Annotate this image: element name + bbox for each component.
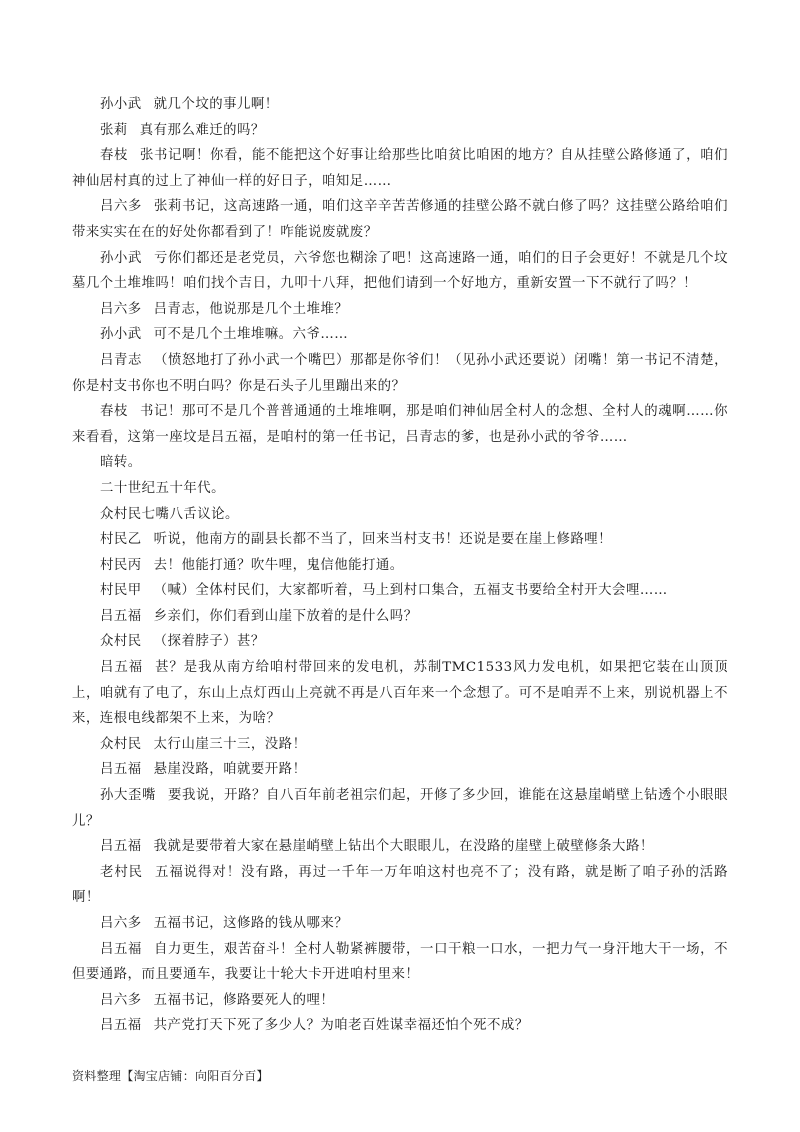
dialogue-text: 张莉书记，这高速路一通，咱们这辛辛苦苦修通的挂壁公路不就白修了吗？这挂壁公路给咱们带来实实在在的好处你都看到了！咋能说废就废？ (72, 199, 729, 240)
script-line (72, 757, 728, 783)
dialogue-text: 亏你们都还是老党员，六爷您也糊涂了吧！这高速路一通，咱们的日子会更好！不就是几个坟墓几个土堆堆吗！咱们找个吉日，九叩十八拜，把他们请到一个好地方，重新安置一下不就行了吗？！ (72, 250, 729, 292)
dialogue-text: 书记！那可不是几个普普通通的土堆堆啊，那是咱们神仙居全村人的念想、全村人的魂啊……你来看看，这第一座坟是吕五福，是咱村的第一任书记，吕青志的爹，也是孙小武的爷爷…… (72, 404, 729, 445)
speaker-name: 吕五福 (100, 941, 143, 957)
dialogue-text: 去！他能打通？吹牛哩，鬼信他能打通。 (153, 557, 404, 573)
script-line (72, 578, 728, 604)
script-line (72, 911, 728, 937)
script-line (72, 322, 728, 348)
speaker-name: 春枝 (100, 148, 129, 164)
dialogue-text: 可不是几个土堆堆嘛。六爷…… (153, 327, 349, 343)
speaker-name: 孙小武 (100, 327, 142, 343)
dialogue-text: 听说，他南方的副县长都不当了，回来当村支书！还说是要在崖上修路哩！ (153, 532, 613, 548)
dialogue-text: 悬崖没路，咱就要开路！ (153, 762, 307, 778)
speaker-name: 春枝 (100, 404, 129, 420)
dialogue-text: 五福书记，修路要死人的哩！ (153, 992, 335, 1008)
script-line (72, 399, 728, 450)
script-line (72, 732, 728, 758)
dialogue-text: 我就是要带着大家在悬崖峭壁上钻出个大眼眼儿，在没路的崖壁上破壁修条大路！ (153, 839, 654, 855)
speaker-name: 张莉 (100, 122, 128, 138)
dialogue-text: 太行山崖三十三，没路！ (153, 736, 307, 752)
speaker-name: 吕青志 (100, 352, 143, 368)
script-line (72, 194, 728, 245)
speaker-name: 孙小武 (100, 250, 143, 266)
speaker-name: 吕五福 (100, 1018, 142, 1034)
script-line (72, 476, 728, 502)
script-line (72, 553, 728, 579)
script-line (72, 502, 728, 528)
dialogue-text: 共产党打天下死了多少人？为咱老百姓谋幸福还怕个死不成？ (153, 1018, 529, 1034)
script-body (72, 92, 728, 1039)
speaker-name: 吕五福 (100, 762, 142, 778)
dialogue-text: （探着脖子）甚？ (153, 634, 265, 650)
dialogue-text: 甚？是我从南方给咱村带回来的发电机，苏制TMC1533风力发电机，如果把它装在山顶顶上，咱就有了电了，东山上点灯西山上亮就不再是八百年来一个念想了。可不是咱弄不上来，别说机器上不来，连根电线都架不上来，为啥？ (72, 660, 729, 727)
dialogue-text: 五福书记，这修路的钱从哪来？ (153, 916, 349, 931)
speaker-name: 吕六多 (100, 199, 143, 215)
speaker-name: 村民甲 (100, 583, 142, 599)
script-line (72, 655, 728, 732)
script-line (72, 246, 728, 297)
script-line (72, 92, 728, 118)
dialogue-text: 真有那么难迁的吗？ (139, 122, 265, 138)
script-line (72, 118, 728, 144)
dialogue-text: 暗转。 (100, 455, 142, 471)
dialogue-text: 自力更生，艰苦奋斗！全村人勒紧裤腰带，一口干粮一口水，一把力气一身汗地大干一场，不但要通路，而且要通车，我要让十轮大卡开进咱村里来！ (72, 941, 729, 983)
dialogue-text: 众村民七嘴八舌议论。 (100, 506, 239, 522)
speaker-name: 孙小武 (100, 97, 142, 112)
dialogue-text: 就几个坟的事儿啊！ (153, 97, 279, 112)
dialogue-text: （喊）全体村民们，大家都听着，马上到村口集合，五福支书要给全村开大会哩…… (153, 583, 668, 599)
dialogue-text: 要我说，开路？自八百年前老祖宗们起，开修了多少回，谁能在这悬崖峭壁上钻透个小眼眼儿？ (72, 788, 729, 829)
script-line (72, 937, 728, 988)
speaker-name: 吕五福 (100, 839, 142, 855)
script-line (72, 988, 728, 1014)
dialogue-text: 乡亲们，你们看到山崖下放着的是什么吗？ (153, 608, 418, 624)
speaker-name: 吕五福 (100, 608, 142, 624)
script-line (72, 860, 728, 911)
script-line (72, 1013, 728, 1039)
speaker-name: 吕六多 (100, 916, 142, 931)
speaker-name: 村民丙 (100, 557, 142, 573)
dialogue-text: 五福说得对！没有路，再过一千年一万年咱这村也亮不了；没有路，就是断了咱子孙的活路啊！ (72, 864, 729, 906)
script-line (72, 348, 728, 399)
speaker-name: 众村民 (100, 736, 142, 752)
speaker-name: 众村民 (100, 634, 142, 650)
speaker-name: 吕五福 (100, 660, 144, 676)
script-line (72, 834, 728, 860)
script-line (72, 527, 728, 553)
script-line (72, 450, 728, 476)
script-line (72, 143, 728, 194)
dialogue-text: （愤怒地打了孙小武一个嘴巴）那都是你爷们！（见孙小武还要说）闭嘴！第一书记不清楚，你是村支书你也不明白吗？你是石头子儿里蹦出来的？ (72, 352, 729, 394)
dialogue-text: 二十世纪五十年代。 (100, 480, 226, 496)
script-line (72, 629, 728, 655)
speaker-name: 老村民 (100, 864, 144, 880)
dialogue-text: 吕青志，他说那是几个土堆堆？ (153, 301, 349, 317)
script-line (72, 783, 728, 834)
script-line (72, 297, 728, 323)
dialogue-text: 张书记啊！你看，能不能把这个好事让给那些比咱贫比咱困的地方？自从挂壁公路修通了，咱们神仙居村真的过上了神仙一样的好日子，咱知足…… (72, 148, 729, 189)
speaker-name: 孙大歪嘴 (100, 788, 157, 804)
speaker-name: 吕六多 (100, 301, 142, 317)
speaker-name: 吕六多 (100, 992, 142, 1008)
footer-note: 资料整理【淘宝店铺：向阳百分百】 (72, 1069, 269, 1083)
speaker-name: 村民乙 (100, 532, 142, 548)
script-line (72, 604, 728, 630)
